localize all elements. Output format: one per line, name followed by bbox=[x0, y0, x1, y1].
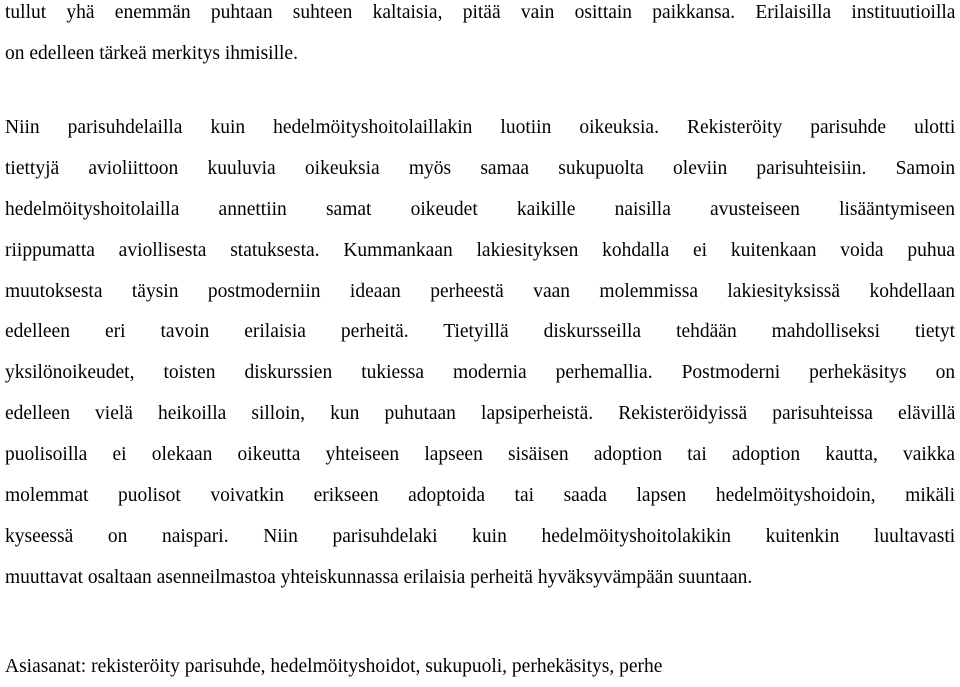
text-line: puolisoilla ei olekaan oikeutta yhteiseen lapseen sisäisen adoption tai adoption kautta, vaikka bbox=[5, 444, 955, 466]
paragraph-1 bbox=[5, 0, 955, 75]
text-line: on edelleen tärkeä merkitys ihmisille. bbox=[5, 42, 298, 64]
text-line: tullut yhä enemmän puhtaan suhteen kaltaisia, pitää vain osittain paikkansa. Erilaisilla instituutioilla bbox=[5, 2, 956, 23]
text-line: edelleen eri tavoin erilaisia perheitä. Tietyillä diskursseilla tehdään mahdolliseksi tietyt bbox=[5, 321, 956, 343]
keywords-line: Asiasanat: rekisteröity parisuhde, hedelmöityshoidot, sukupuoli, perhekäsitys, perhe bbox=[5, 656, 663, 677]
text-line: Niin parisuhdelailla kuin hedelmöityshoitolaillakin luotiin oikeuksia. Rekisteröity parisuhde ulotti bbox=[5, 117, 956, 138]
text-line: riippumatta aviollisesta statuksesta. Kummankaan lakiesityksen kohdalla ei kuitenkaan voida puhua bbox=[5, 239, 955, 261]
text-line: yksilönoikeudet, toisten diskurssien tukiessa modernia perhemallia. Postmoderni perhekäsitys on bbox=[5, 362, 956, 384]
text-line: tiettyjä avioliittoon kuuluvia oikeuksia myös samaa sukupuolta oleviin parisuhteisiin. Samoin bbox=[5, 157, 956, 179]
paragraph-2 bbox=[5, 108, 955, 599]
text-line: molemmat puolisot voivatkin erikseen adoptoida tai saada lapsen hedelmöityshoidoin, mikäli bbox=[5, 485, 955, 507]
text-line: kyseessä on naispari. Niin parisuhdelaki kuin hedelmöityshoitolakikin kuitenkin luultavasti bbox=[5, 525, 956, 547]
text-line: hedelmöityshoitolailla annettiin samat oikeudet kaikille naisilla avusteiseen lisääntymiseen bbox=[5, 198, 955, 220]
text-line: edelleen vielä heikoilla silloin, kun puhutaan lapsiperheistä. Rekisteröidyissä parisuhteissa elävillä bbox=[5, 403, 956, 425]
text-line: muuttavat osaltaan asenneilmastoa yhteiskunnassa erilaisia perheitä hyväksyvämpään suuntaan. bbox=[5, 566, 753, 588]
text-line: muutoksesta täysin postmoderniin ideaan perheestä vaan molemmissa lakiesityksissä kohdellaan bbox=[5, 280, 955, 302]
